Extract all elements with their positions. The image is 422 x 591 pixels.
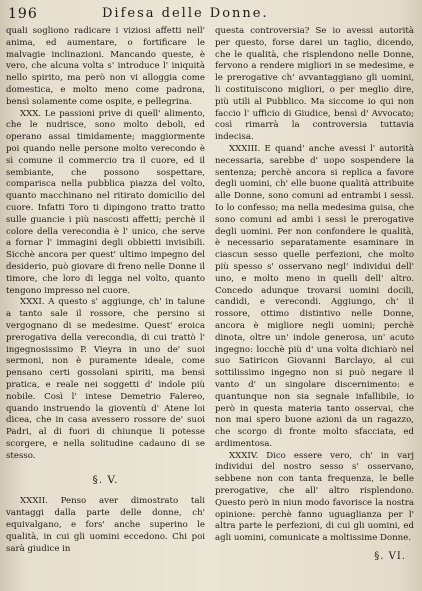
next-section-marker: §. VI. <box>374 551 406 563</box>
paragraph-continuation: quali sogliono radicare i viziosi affetti nell' anima, ed aumentare, o fortificare le malvagie inclinazioni. Mancando queste, è vero, che alcuna volta s' introduce l' iniquità nello spirito, ma però non vi alloggia come domestica, e molto meno come padrona, bensì solamente come ospite, e pellegrina. <box>6 26 205 107</box>
page-number: 196 <box>8 6 38 22</box>
section-heading: §. V. <box>92 474 119 487</box>
text-columns <box>6 26 416 562</box>
paragraph-xxx: XXX. Le passioni prive di quell' alimento, che le nudrisce, sono molto deboli, ed operano assai timidamente; maggiormente poi quando nelle persone molto verecondo è sì comune il commercio tra il cuore, ed il sembiante, che possono sospettare, comparisca nella pubblica piazza del volto, quanto macchinano nel ritirato domicilio del cuore. Infatti Toro ti dipingono tratto tratto sulle guancie i più nascosti affetti; perchè il colore della verecondia è l' unico, che serve a fornar l' immagini degli obbietti invisibili. Sicchè ancora per quest' ultimo impegno del desiderio, può giovare di freno nelle Donne il timore, che loro di legga nel volto, quanto tengono impresso nel cuore. <box>6 108 205 296</box>
paragraph-xxxiii: XXXIII. E quand' anche avessi l' autorità necessaria, sarebbe d' uopo sospendere la sentenza; perchè ancora si replica a favore degli uomini, ch' elle buone qualità attribuite alle Donne, sono comuni ad entrambi i sessi. Io lo confesso; ma nella medesima guisa, che sono comuni ad ambi i sessi le prerogative degli uomini. Per non confondere le qualità, è necessario separatamente esaminare in ciascun sesso quelle perfezioni, che molto più spesso s' osservano negl' individui dell' uno, e molto meno in quelli dell' altro. Concedo adunque trovarsi uomini docili, candidi, e verecondi. Aggiungo, ch' il rossore, ottimo distintivo nelle Donne, ancora è migliore negli uomini; perchè dinota, oltre un' indole generosa, un' acuto ingegno: locchè più d' una volta dichiarò nel suo Satiricon Giovanni Barclayo, al cui sottilissimo ingegno non si può negare il vanto d' un singolare discernimento: e quantunque non sia segnale infallibile, io però in questa materia tanto osservai, che non mai spero buone azioni da un ragazzo, che scorgo di fronte molto sfacciata, ed ardimentosa. <box>215 143 414 449</box>
paragraph-xxxi: XXXI. A questo s' aggiunge, ch' in talune a tanto sale il rossore, che persino si vergognano di se medesime. Quest' eroica prerogativa della verecondia, di cui trattò l' ingegnosissimo P. Vieyra in uno de' suoi sermoni, non è puramente ideale, come pensano certi gossolani spiriti, ma bensì pratica, e reale nei soggetti d' indole più nobile. Così l' intese Demetrio Falereo, quando instruendo la gioventù d' Atene loi dicea, che in casa avessero rossore de' suoi Padri, al di fuori di chiunque li potesse scorgere, e nella solitudine cadauno di se stesso. <box>6 297 205 461</box>
left-column <box>6 26 205 562</box>
running-title: Difesa delle Donne. <box>102 6 269 21</box>
paragraph-continuation-right: questa controversia? Se io avessi autorità per questo, forse darei un taglio, dicendo, che le qualità, che risplendono nelle Donne, fervono a rendere migliori in se medesime, e le prerogative ch' avvantaggiano gli uomini, li costituiscono migliori, o per meglio dire, più utili al Pubblico. Ma siccome io qui non faccio l' ufficio di Giudice, bensì d' Avvocato; così rimarrà la controversia tuttavia indecisa. <box>215 26 414 143</box>
page-header <box>6 6 416 24</box>
paragraph-xxxii: XXXII. Penso aver dimostrato tali vantaggi dalla parte delle donne, ch' equivalgano, e fors' anche superino le qualità, in cui gli uomini eccedono. Chi poi sarà giudice in <box>6 496 205 554</box>
paragraph-xxxiv: XXXIV. Dico essere vero, ch' in varj individui del nostro sesso s' osservano, sebbene non con tanta frequenza, le belle prerogative, che all' altro risplendono. Questo però in niun modo favorisce la nostra opinione: perchè fanno uguaglianza per l' altra parte le perfezioni, di cui gli uomini, ed agli uomini, comunicate a moltissime Donne. <box>215 450 414 544</box>
right-column <box>215 26 414 562</box>
